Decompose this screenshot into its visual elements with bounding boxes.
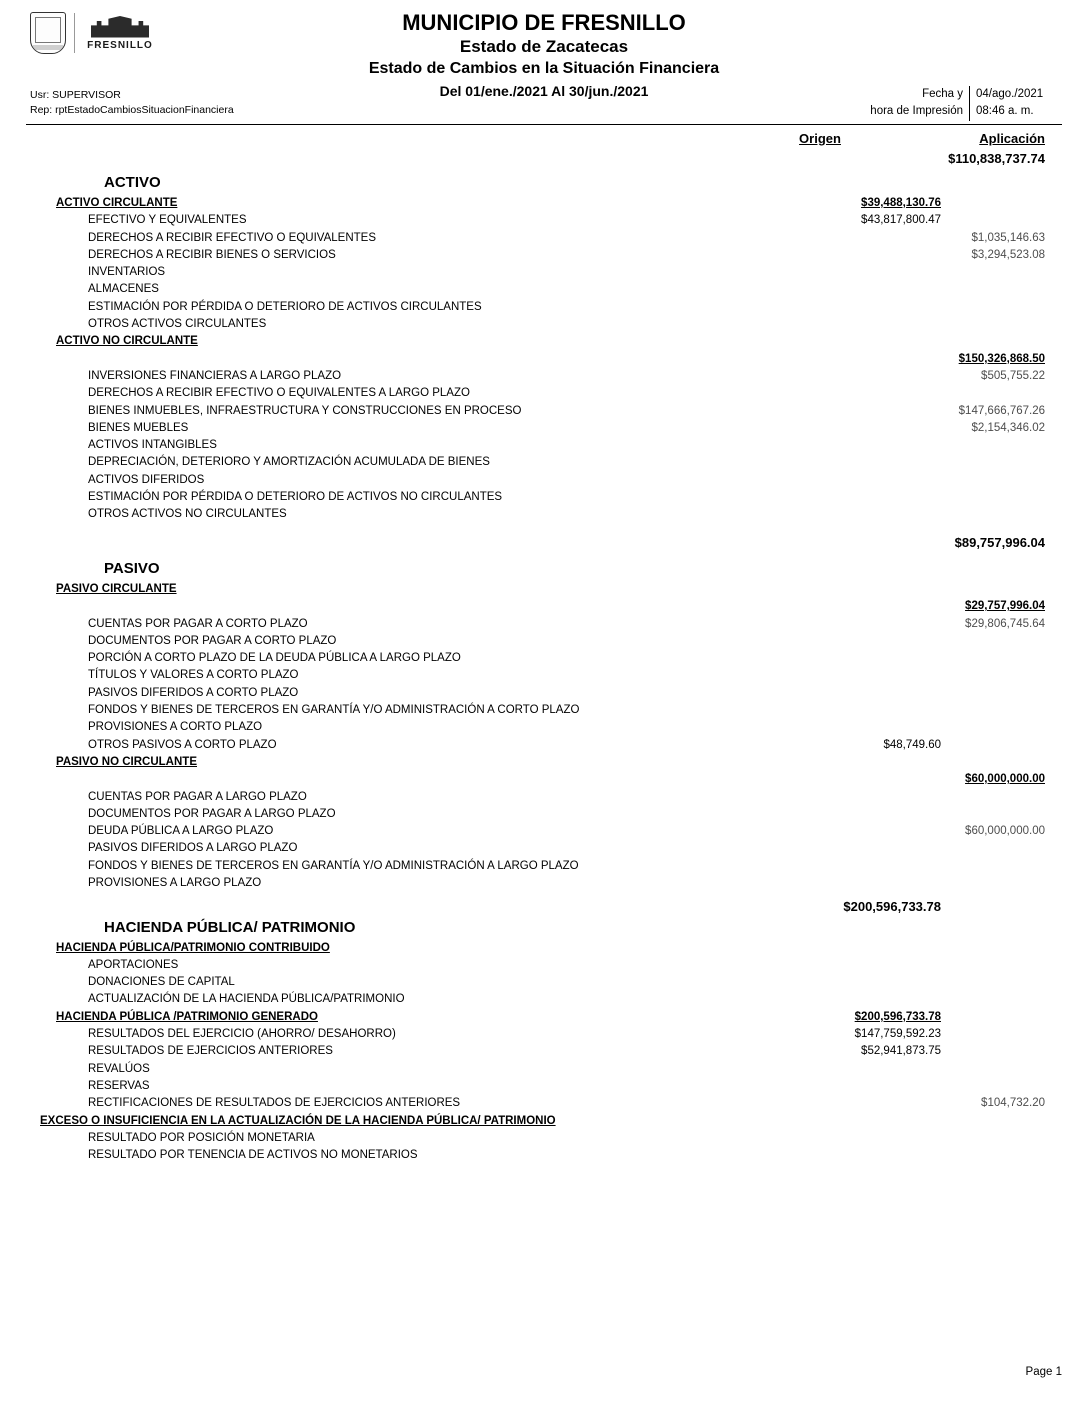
line-item-label: ACTIVOS INTANGIBLES	[88, 439, 217, 452]
line-item-label: FONDOS Y BIENES DE TERCEROS EN GARANTÍA Y/O ADMINISTRACIÓN A CORTO PLAZO	[88, 704, 580, 717]
group-title: PASIVO CIRCULANTE	[56, 582, 177, 595]
line-item	[26, 264, 1062, 281]
group-title: ACTIVO NO CIRCULANTE	[56, 335, 198, 348]
group-heading-pasivo-no-circulante	[26, 754, 1062, 771]
section-total-pasivo	[26, 898, 1062, 915]
line-item	[26, 489, 1062, 506]
print-time-row	[870, 103, 1062, 120]
line-item-label: BIENES INMUEBLES, INFRAESTRUCTURA Y CONSTRUCCIONES EN PROCESO	[88, 404, 522, 417]
line-item	[26, 1026, 1062, 1043]
line-item-label: PASIVOS DIFERIDOS A CORTO PLAZO	[88, 686, 299, 699]
column-headers	[0, 131, 1088, 171]
line-item	[26, 385, 1062, 402]
line-item	[26, 1147, 1062, 1164]
line-item	[26, 403, 1062, 420]
line-item	[26, 472, 1062, 489]
line-item-aplicacion: $3,294,523.08	[971, 248, 1045, 261]
line-item-label: ESTIMACIÓN POR PÉRDIDA O DETERIORO DE ACTIVOS NO CIRCULANTES	[88, 491, 503, 504]
group-value-row	[26, 598, 1062, 615]
line-item	[26, 1095, 1062, 1112]
line-item	[26, 858, 1062, 875]
print-date-value: 04/ago./2021	[976, 88, 1044, 100]
line-item	[26, 1130, 1062, 1147]
section-heading	[26, 557, 1062, 581]
report-id-label: Rep: rptEstadoCambiosSituacionFinanciera	[30, 104, 234, 116]
line-item	[26, 685, 1062, 702]
line-item-label: ESTIMACIÓN POR PÉRDIDA O DETERIORO DE ACTIVOS CIRCULANTES	[88, 300, 482, 313]
logo-divider	[74, 13, 75, 53]
line-item-label: CUENTAS POR PAGAR A CORTO PLAZO	[88, 617, 308, 630]
coat-of-arms-icon	[30, 12, 66, 54]
line-item-label: RESULTADO POR TENENCIA DE ACTIVOS NO MONETARIOS	[88, 1149, 418, 1162]
line-item-origen: $43,817,800.47	[861, 214, 941, 227]
line-item	[26, 702, 1062, 719]
group-heading-exceso-insuficiencia	[26, 1113, 1062, 1130]
line-item-label: PROVISIONES A LARGO PLAZO	[88, 876, 262, 889]
line-item	[26, 719, 1062, 736]
line-item-origen: $147,759,592.23	[854, 1028, 941, 1041]
section-heading	[26, 916, 1062, 940]
line-item-label: TÍTULOS Y VALORES A CORTO PLAZO	[88, 669, 299, 682]
user-label: Usr: SUPERVISOR	[30, 89, 121, 101]
line-item	[26, 633, 1062, 650]
column-header-origen: Origen	[799, 131, 841, 146]
line-item	[26, 299, 1062, 316]
line-item-label: RESULTADOS DEL EJERCICIO (AHORRO/ DESAHORRO)	[88, 1028, 396, 1041]
aplicacion-grand-total: $110,838,737.74	[948, 151, 1045, 166]
line-item-label: DOCUMENTOS POR PAGAR A LARGO PLAZO	[88, 807, 336, 820]
group-title: ACTIVO CIRCULANTE	[56, 197, 178, 209]
line-item-label: INVENTARIOS	[88, 266, 166, 279]
line-item-label: FONDOS Y BIENES DE TERCEROS EN GARANTÍA Y/O ADMINISTRACIÓN A LARGO PLAZO	[88, 859, 579, 872]
line-item-label: INVERSIONES FINANCIERAS A LARGO PLAZO	[88, 369, 342, 382]
line-item-label: ACTUALIZACIÓN DE LA HACIENDA PÚBLICA/PATRIMONIO	[88, 993, 405, 1006]
header-rule	[26, 124, 1062, 125]
line-item-label: APORTACIONES	[88, 958, 179, 971]
logo-block	[30, 12, 157, 54]
line-item-label: PASIVOS DIFERIDOS A LARGO PLAZO	[88, 842, 298, 855]
line-item-label: OTROS ACTIVOS CIRCULANTES	[88, 318, 267, 331]
line-item-label: DONACIONES DE CAPITAL	[88, 976, 235, 989]
report-body	[0, 171, 1088, 1164]
line-item	[26, 368, 1062, 385]
line-item	[26, 1043, 1062, 1060]
line-item	[26, 1078, 1062, 1095]
report-title: Estado de Cambios en la Situación Financiera	[368, 60, 720, 77]
group-origen: $200,596,733.78	[854, 1010, 941, 1023]
group-origen: $39,488,130.76	[861, 197, 941, 209]
line-item	[26, 281, 1062, 298]
line-item-label: CUENTAS POR PAGAR A LARGO PLAZO	[88, 790, 307, 803]
report-header	[0, 0, 1088, 120]
line-item	[26, 737, 1062, 754]
line-item-aplicacion: $2,154,346.02	[971, 421, 1045, 434]
group-aplicacion: $29,757,996.04	[965, 600, 1045, 613]
meta-left	[30, 88, 234, 118]
line-item-label: DOCUMENTOS POR PAGAR A CORTO PLAZO	[88, 634, 337, 647]
line-item	[26, 650, 1062, 667]
line-item-label: RESERVAS	[88, 1079, 150, 1092]
group-title: PASIVO NO CIRCULANTE	[56, 755, 197, 768]
section-title: HACIENDA PÚBLICA/ PATRIMONIO	[104, 918, 356, 936]
line-item-aplicacion: $147,666,767.26	[958, 404, 1045, 417]
section-total-aplicacion: $89,757,996.04	[954, 534, 1045, 550]
line-item-label: DEPRECIACIÓN, DETERIORO Y AMORTIZACIÓN ACUMULADA DE BIENES	[88, 456, 490, 469]
line-item-label: ACTIVOS DIFERIDOS	[88, 473, 205, 486]
print-date-row	[870, 86, 1062, 103]
report-period: Del 01/ene./2021 Al 30/jun./2021	[439, 83, 649, 99]
line-item	[26, 840, 1062, 857]
group-heading-pasivo-circulante	[26, 581, 1062, 598]
print-date-label: Fecha y	[922, 88, 963, 100]
building-icon	[91, 16, 149, 38]
line-item-origen: $48,749.60	[883, 738, 941, 751]
line-item	[26, 506, 1062, 523]
line-item-label: PORCIÓN A CORTO PLAZO DE LA DEUDA PÚBLICA A LARGO PLAZO	[88, 652, 461, 665]
group-aplicacion: $60,000,000.00	[965, 773, 1045, 786]
line-item-label: RESULTADOS DE EJERCICIOS ANTERIORES	[88, 1045, 333, 1058]
print-time-value: 08:46 a. m.	[976, 105, 1034, 118]
line-item	[26, 789, 1062, 806]
group-heading-hacienda-contribuido	[26, 940, 1062, 957]
line-item	[26, 247, 1062, 264]
line-item-label: OTROS PASIVOS A CORTO PLAZO	[88, 738, 277, 751]
group-title: HACIENDA PÚBLICA/PATRIMONIO CONTRIBUIDO	[56, 941, 330, 954]
meta-right	[870, 86, 1062, 121]
meta-divider	[969, 86, 970, 103]
section-total-origen: $200,596,733.78	[843, 899, 941, 915]
group-title: HACIENDA PÚBLICA /PATRIMONIO GENERADO	[56, 1010, 318, 1023]
section-title: PASIVO	[104, 559, 160, 577]
line-item	[26, 1061, 1062, 1078]
line-item	[26, 316, 1062, 333]
line-item	[26, 957, 1062, 974]
line-item-label: DEUDA PÚBLICA A LARGO PLAZO	[88, 825, 274, 838]
line-item	[26, 991, 1062, 1008]
group-title: EXCESO O INSUFICIENCIA EN LA ACTUALIZACIÓN DE LA HACIENDA PÚBLICA/ PATRIMONIO	[40, 1114, 556, 1127]
line-item	[26, 212, 1062, 229]
line-item	[26, 230, 1062, 247]
line-item-origen: $52,941,873.75	[861, 1045, 941, 1058]
line-item-label: DERECHOS A RECIBIR BIENES O SERVICIOS	[88, 248, 336, 261]
city-logo	[83, 16, 157, 51]
page-number: Page 1	[1025, 1366, 1062, 1378]
line-item-label: PROVISIONES A CORTO PLAZO	[88, 721, 263, 734]
line-item-label: DERECHOS A RECIBIR EFECTIVO O EQUIVALENTES	[88, 231, 376, 244]
line-item-label: REVALÚOS	[88, 1062, 150, 1075]
group-heading-activo-circulante	[26, 195, 1062, 212]
section-total-activo	[26, 534, 1062, 551]
line-item-label: OTROS ACTIVOS NO CIRCULANTES	[88, 508, 287, 521]
line-item-label: DERECHOS A RECIBIR EFECTIVO O EQUIVALENTES A LARGO PLAZO	[88, 387, 470, 400]
line-item-aplicacion: $29,806,745.64	[965, 617, 1045, 630]
group-value-row	[26, 771, 1062, 788]
line-item-aplicacion: $1,035,146.63	[971, 231, 1045, 244]
line-item	[26, 667, 1062, 684]
line-item-label: RECTIFICACIONES DE RESULTADOS DE EJERCICIOS ANTERIORES	[88, 1097, 461, 1110]
line-item	[26, 420, 1062, 437]
line-item-label: ALMACENES	[88, 283, 159, 296]
line-item	[26, 437, 1062, 454]
line-item	[26, 823, 1062, 840]
line-item	[26, 454, 1062, 471]
line-item-label: RESULTADO POR POSICIÓN MONETARIA	[88, 1131, 315, 1144]
line-item-aplicacion: $505,755.22	[981, 369, 1045, 382]
meta-divider-2	[969, 103, 970, 120]
line-item	[26, 875, 1062, 892]
org-title: MUNICIPIO DE FRESNILLO	[402, 10, 686, 35]
line-item-label: BIENES MUEBLES	[88, 421, 189, 434]
section-title: ACTIVO	[104, 174, 161, 191]
line-item	[26, 616, 1062, 633]
line-item-aplicacion: $60,000,000.00	[965, 825, 1045, 838]
city-logo-label: FRESNILLO	[87, 39, 153, 51]
line-item-aplicacion: $104,732.20	[981, 1097, 1045, 1110]
line-item	[26, 974, 1062, 991]
line-item-label: EFECTIVO Y EQUIVALENTES	[88, 214, 247, 227]
group-value-row	[26, 351, 1062, 368]
print-time-label: hora de Impresión	[870, 105, 963, 118]
line-item	[26, 806, 1062, 823]
group-aplicacion: $150,326,868.50	[958, 352, 1045, 365]
group-heading-activo-no-circulante	[26, 333, 1062, 350]
state-subtitle: Estado de Zacatecas	[459, 37, 629, 56]
group-heading-hacienda-generado	[26, 1009, 1062, 1026]
section-heading	[26, 171, 1062, 195]
column-header-aplicacion: Aplicación	[979, 131, 1045, 146]
